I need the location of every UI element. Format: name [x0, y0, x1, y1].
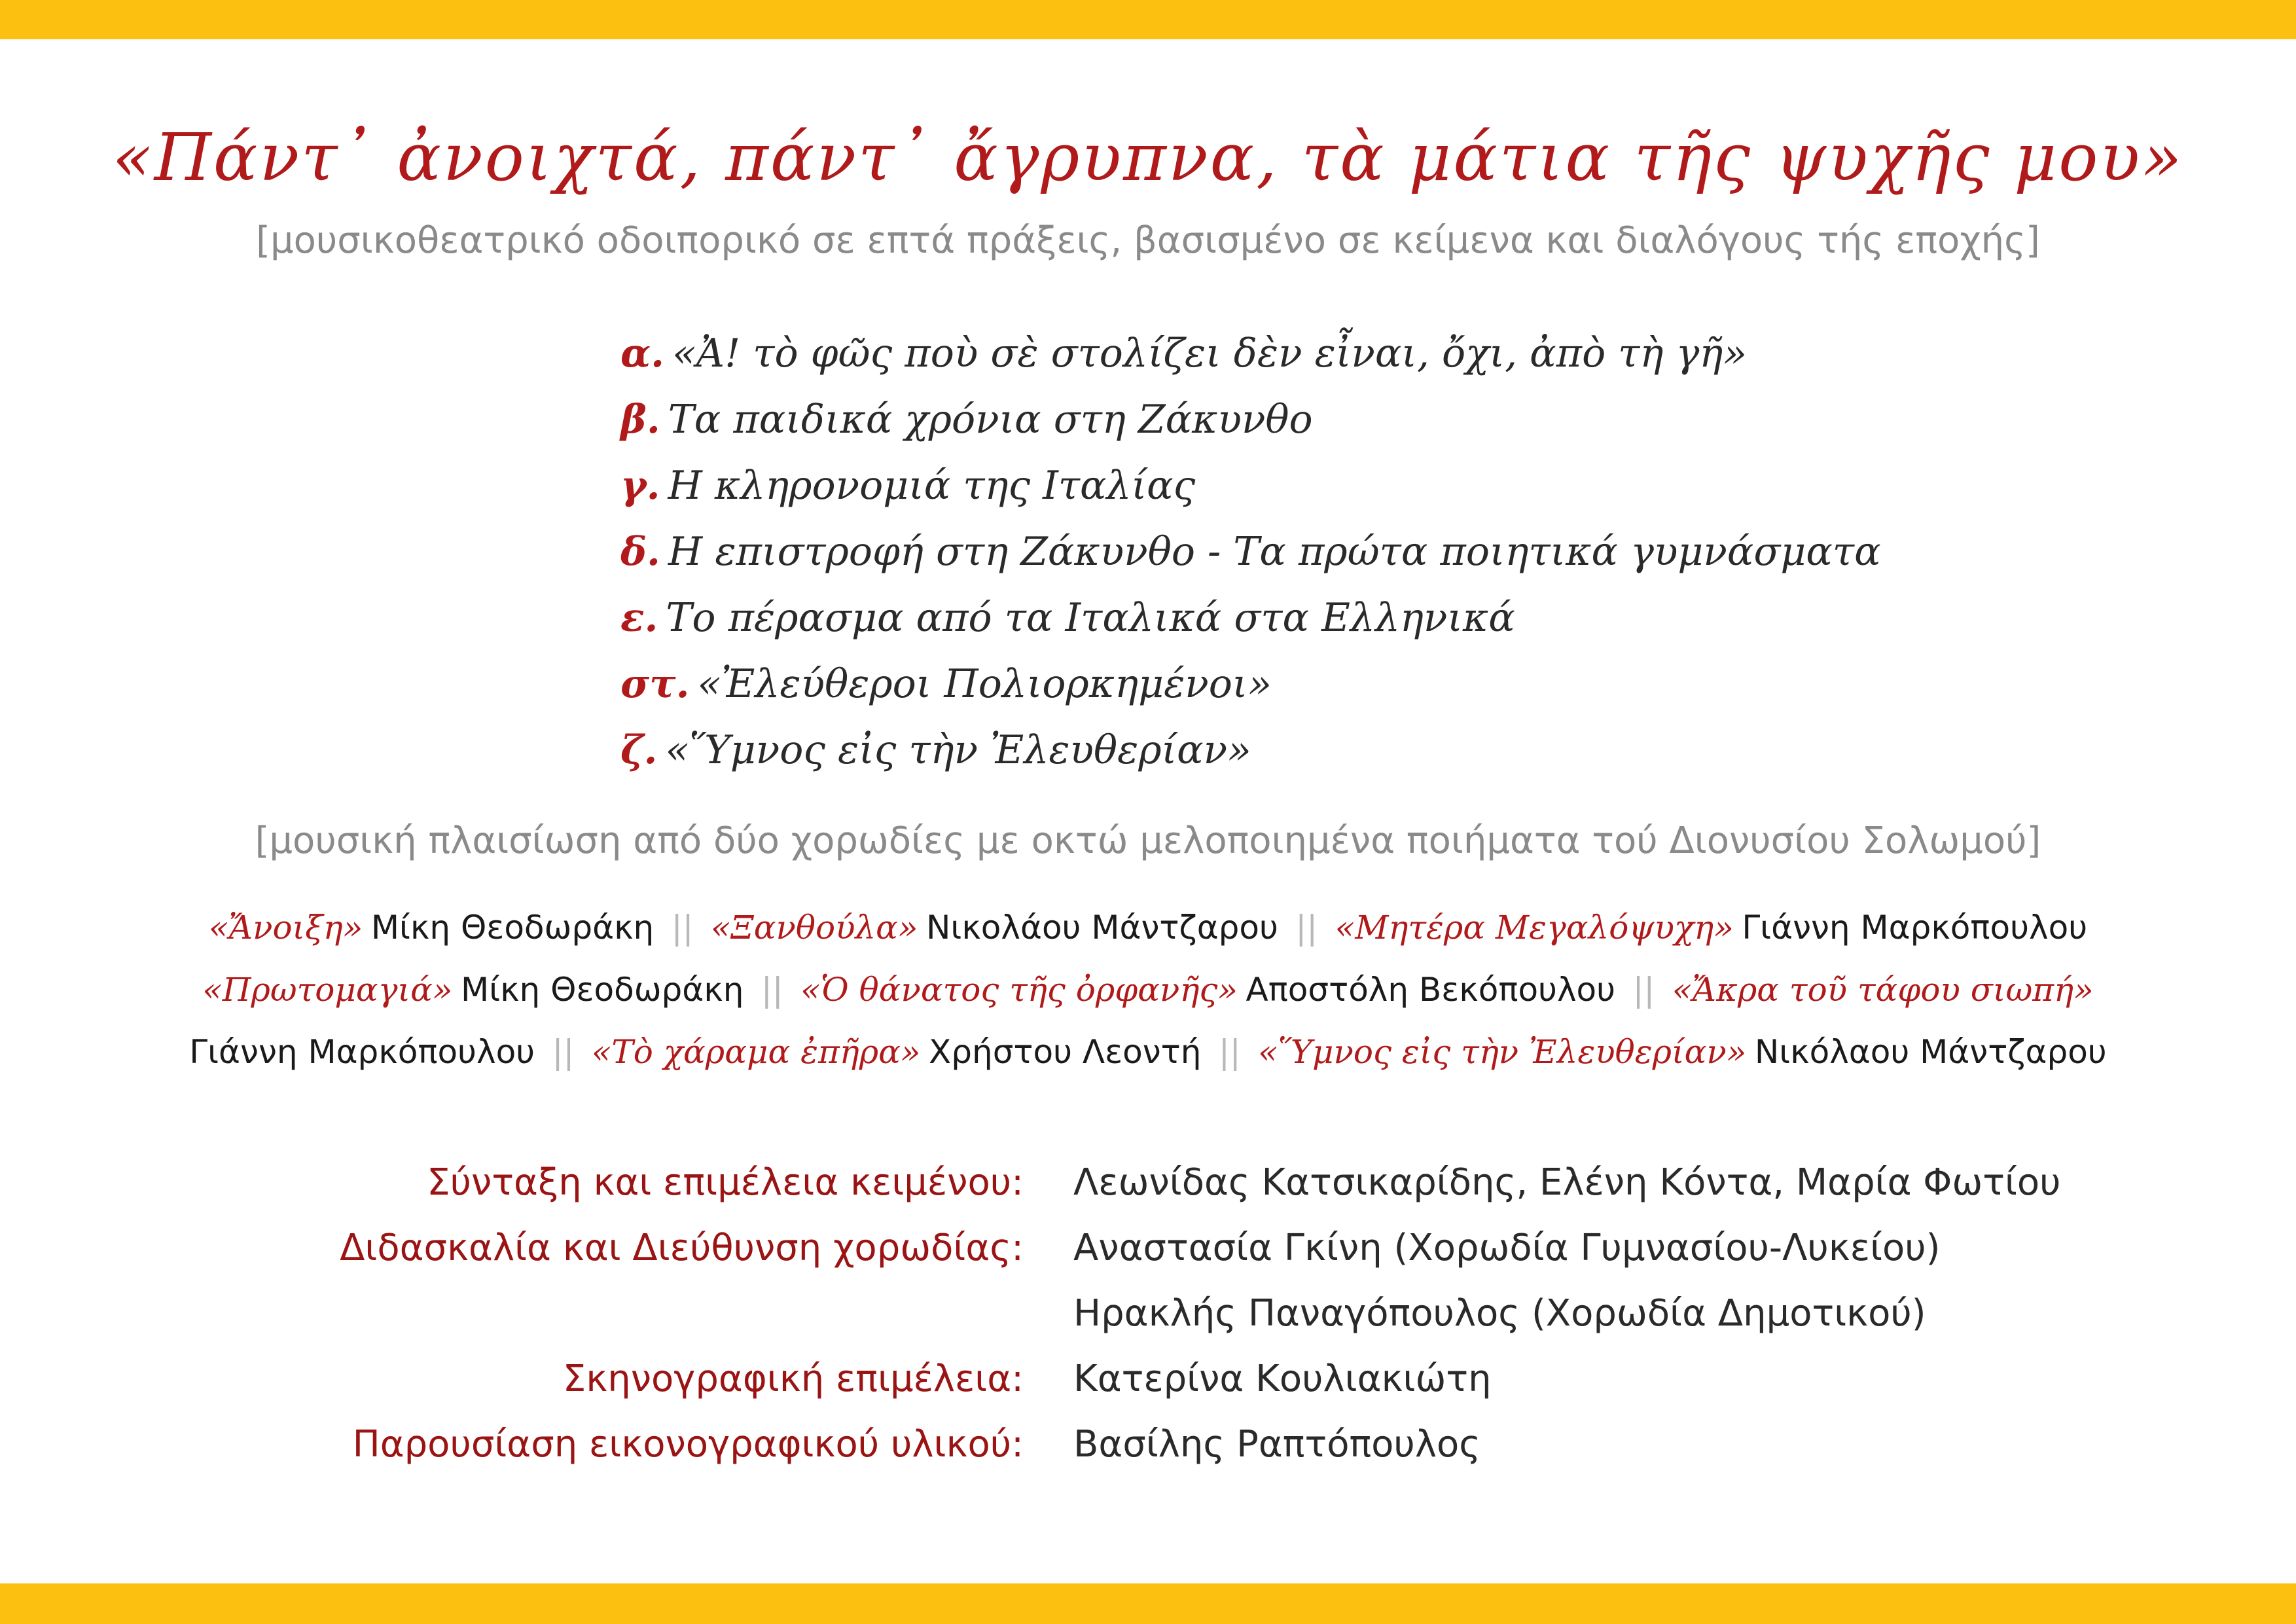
credit-label: Παρουσίαση εικονογραφικού υλικού:: [352, 1423, 1024, 1466]
top-accent-bar: [0, 0, 2296, 39]
credit-row: [0, 1150, 2296, 1216]
separator: ||: [1632, 971, 1655, 1009]
separator: ||: [671, 909, 694, 947]
credit-row: [0, 1281, 2296, 1346]
separator: ||: [761, 971, 783, 1009]
song-composer: Νικόλαου Μάντζαρου: [1754, 1033, 2107, 1071]
song-composer: Νικολάου Μάντζαρου: [926, 909, 1278, 947]
act-text: Η επιστροφή στη Ζάκυνθο - Τα πρώτα ποιητικά γυμνάσματα: [668, 529, 1881, 575]
act-item: [620, 717, 1881, 784]
credit-row: [0, 1412, 2296, 1477]
song-title: «Ἄνοιξη»: [208, 909, 363, 947]
act-item: [620, 321, 1881, 387]
song-composer: Γιάννη Μαρκόπουλου: [189, 1033, 535, 1071]
separator: ||: [1295, 909, 1318, 947]
act-item: [620, 519, 1881, 585]
act-letter: ζ.: [620, 727, 658, 773]
credits-list: [0, 1150, 2296, 1477]
song-composer: Γιάννη Μαρκόπουλου: [1742, 909, 2088, 947]
credit-row: [0, 1346, 2296, 1412]
credit-label: Διδασκαλία και Διεύθυνση χορωδίας:: [340, 1227, 1024, 1269]
act-text: Τα παιδικά χρόνια στη Ζάκυνθο: [668, 397, 1313, 442]
acts-list: [620, 321, 1881, 784]
songs-list: [0, 897, 2296, 1083]
act-text: Η κληρονομιά της Ιταλίας: [668, 463, 1196, 509]
act-item: [620, 585, 1881, 651]
act-item: [620, 387, 1881, 453]
credit-label: Σύνταξη και επιμέλεια κειμένου:: [427, 1161, 1024, 1204]
act-letter: στ.: [620, 661, 690, 707]
song-line: [0, 959, 2296, 1021]
separator: ||: [1218, 1033, 1241, 1071]
music-note: [μουσική πλαισίωση από δύο χορωδίες με οκτώ μελοποιημένα ποιήματα τού Διονυσίου Σολωμού]: [255, 820, 2041, 862]
song-title: «Ὕμνος εἰς τὴν Ἐλευθερίαν»: [1258, 1033, 1747, 1071]
act-item: [620, 453, 1881, 519]
credit-row: [0, 1216, 2296, 1281]
bottom-accent-bar: [0, 1583, 2296, 1624]
song-composer: Αποστόλη Βεκόπουλου: [1246, 971, 1616, 1009]
credit-label: Σκηνογραφική επιμέλεια:: [562, 1358, 1024, 1400]
song-line: [0, 897, 2296, 959]
song-title: «Ὁ θάνατος τῆς ὀρφανῆς»: [800, 971, 1238, 1009]
act-text: Το πέρασμα από τα Ιταλικά στα Ελληνικά: [666, 595, 1515, 641]
song-title: «Πρωτομαγιά»: [202, 971, 453, 1009]
song-title: «Τὸ χάραμα ἐπῆρα»: [591, 1033, 921, 1071]
act-item: [620, 651, 1881, 717]
song-composer: Μίκη Θεοδωράκη: [461, 971, 744, 1009]
song-composer: Χρήστου Λεοντή: [929, 1033, 1202, 1071]
song-title: «Ξανθούλα»: [710, 909, 918, 947]
separator: ||: [552, 1033, 575, 1071]
song-title: «Ἄκρα τοῦ τάφου σιωπή»: [1672, 971, 2094, 1009]
credit-value: Αναστασία Γκίνη (Χορωδία Γυμνασίου-Λυκείου): [1073, 1227, 1941, 1269]
act-text: «Ἐλεύθεροι Πολιορκημένοι»: [697, 661, 1272, 707]
song-line: [0, 1021, 2296, 1083]
act-letter: γ.: [620, 463, 660, 509]
song-title: «Μητέρα Μεγαλόψυχη»: [1335, 909, 1734, 947]
song-composer: Μίκη Θεοδωράκη: [370, 909, 655, 947]
act-text: «Ὕμνος εἰς τὴν Ἐλευθερίαν»: [665, 727, 1251, 773]
act-letter: α.: [620, 331, 665, 376]
credit-value: Ηρακλής Παναγόπουλος (Χορωδία Δημοτικού): [1073, 1292, 1926, 1335]
credit-value: Βασίλης Ραπτόπουλος: [1073, 1423, 1481, 1466]
credit-value: Κατερίνα Κουλιακιώτη: [1073, 1358, 1492, 1400]
act-letter: ε.: [620, 595, 658, 641]
act-letter: β.: [620, 397, 660, 442]
credit-value: Λεωνίδας Κατσικαρίδης, Ελένη Κόντα, Μαρία Φωτίου: [1073, 1161, 2061, 1204]
page-title: «Πάντ᾽ ἀνοιχτά, πάντ᾽ ἄγρυπνα, τὰ μάτια τῆς ψυχῆς μου»: [112, 119, 2184, 196]
page-subtitle: [μουσικοθεατρικό οδοιπορικό σε επτά πράξεις, βασισμένο σε κείμενα και διαλόγους τής εποχής]: [256, 219, 2040, 262]
act-letter: δ.: [620, 529, 660, 575]
act-text: «Ἀ! τὸ φῶς ποὺ σὲ στολίζει δὲν εἶναι, ὄχι, ἀπὸ τὴ γῆ»: [672, 331, 1748, 376]
